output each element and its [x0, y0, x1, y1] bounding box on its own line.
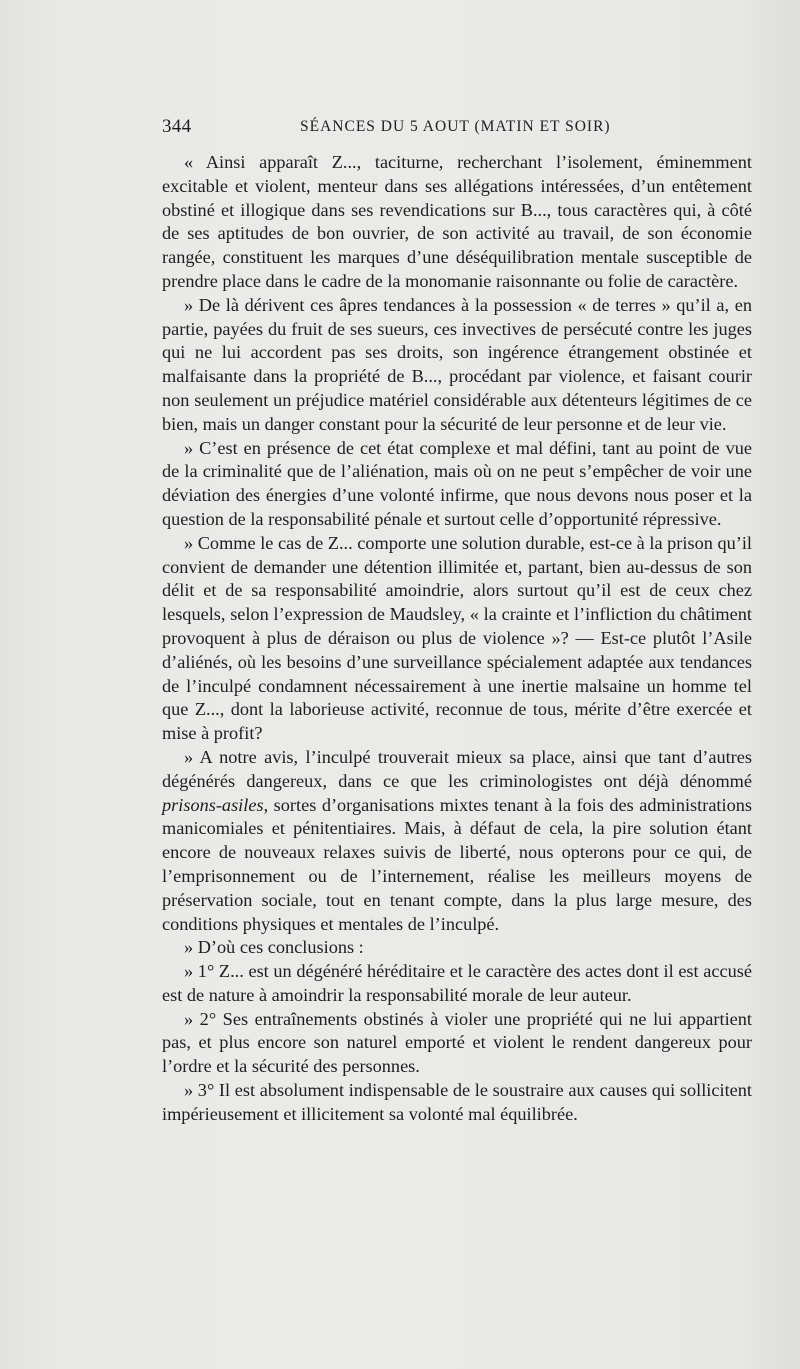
paragraph [162, 746, 752, 936]
text-run: » C’est en présence de cet état complexe et mal défini, tant au point de vue de la criminalité que de l’aliénation, mais où on ne peut s’empêcher de voir une déviation des énergies d’une volonté infirme, que nous devons nous poser et la question de la responsabilité pénale et surtout celle d’opportunité répressive. [162, 437, 752, 529]
paragraph [162, 532, 752, 746]
page-number: 344 [162, 116, 192, 137]
paragraph [162, 960, 752, 1008]
text-run: » 3° Il est absolument indispensable de le soustraire aux causes qui sollicitent impérieusement et illicitement sa volonté mal équilibrée. [162, 1080, 752, 1124]
paragraph [162, 294, 752, 437]
paragraph [162, 151, 752, 294]
body-text [162, 151, 752, 1127]
text-run: « Ainsi apparaît Z..., taciturne, recherchant l’isolement, éminemment excitable et violent, menteur dans ses allégations intéressées, d’un entêtement obstiné et illogique dans ses revendications sur B..., tous caractères qui, à côté de ses aptitudes de bon ouvrier, de son activité au travail, de son économie rangée, constituent les marques d’une déséquilibration mentale susceptible de prendre place dans le cadre de la monomanie raisonnante ou folie de caractère. [162, 152, 752, 291]
text-run: » 1° Z... est un dégénéré héréditaire et le caractère des actes dont il est accusé est de nature à amoindrir la responsabilité morale de leur auteur. [162, 961, 752, 1005]
text-run: » A notre avis, l’inculpé trouverait mieux sa place, ainsi que tant d’autres dégénérés dangereux, dans ce que les criminologistes ont déjà dénommé [162, 746, 752, 791]
paragraph [162, 1008, 752, 1079]
paragraph [162, 936, 752, 960]
italic-term: prisons-asiles [162, 794, 264, 815]
text-run: » Comme le cas de Z... comporte une solution durable, est-ce à la prison qu’il convient de demander une détention illimitée et, partant, bien au-dessus de son délit et de sa responsabilité amoindrie, alors surtout qu’il est de ceux chez lesquels, selon l’expression de Maudsley, « la crainte et l’infliction du châtiment provoquent à plus de déraison ou plus de violence »? — Est-ce plutôt l’Asile d’aliénés, où les besoins d’une surveillance spécialement adaptée aux tendances de l’inculpé condamnent nécessairement à une inertie malsaine un homme tel que Z..., dont la laborieuse activité, reconnue de tous, mérite d’être exercée et mise à profit? [162, 532, 752, 744]
text-run: , sortes d’organisations mixtes tenant à la fois des administrations manicomiales et pénitentiaires. Mais, à défaut de cela, la pire solution étant encore de nouveaux relaxes suivis de liberté, nous opterons pour ce qui, de l’emprisonnement ou de l’internement, réalise les meilleurs moyens de préservation sociale, tout en tenant compte, dans la plus large mesure, des conditions physiques et mentales de l’inculpé. [162, 794, 752, 934]
paragraph [162, 437, 752, 532]
text-run: » D’où ces conclusions : [184, 937, 364, 958]
text-run: » De là dérivent ces âpres tendances à la possession « de terres » qu’il a, en partie, payées du fruit de ses sueurs, ces invectives de persécuté contre les juges qui ne lui accordent pas ses droits, son ingérence étrangement obstinée et malfaisante dans la propriété de B..., procédant par violence, et faisant courir non seulement un préjudice matériel considérable aux détenteurs légitimes de ce bien, mais un danger constant pour la sécurité de leur personne et de leur vie. [162, 294, 752, 434]
running-head [162, 116, 782, 142]
text-run: » 2° Ses entraînements obstinés à violer une propriété qui ne lui appartient pas, et plus encore son naturel emporté et violent le rendent dangereux pour l’ordre et la sécurité des personnes. [162, 1008, 752, 1077]
running-title: SÉANCES DU 5 AOUT (MATIN ET SOIR) [300, 118, 611, 135]
paragraph [162, 1079, 752, 1127]
